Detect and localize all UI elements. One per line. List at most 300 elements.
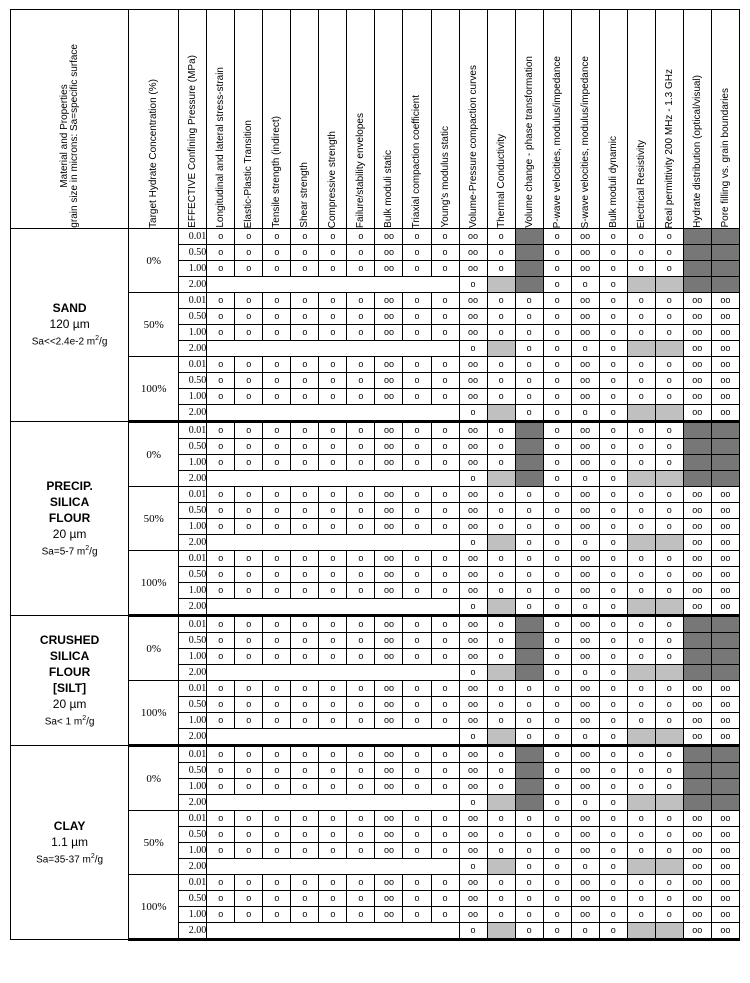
property-cell [711,245,739,261]
property-cell: o [235,439,263,455]
property-cell: oo [571,811,599,827]
property-cell: o [599,827,627,843]
property-cell: o [431,309,459,325]
property-cell: oo [459,811,487,827]
property-cell: o [627,293,655,309]
property-cell: o [235,357,263,373]
property-cell: o [207,519,235,535]
header-property-14-text: S-wave velocities, modulus/impedance [579,55,591,228]
property-cell [655,471,683,487]
pressure-cell: 2.00 [179,923,207,940]
property-cell: o [627,229,655,245]
property-cell: o [655,325,683,341]
property-cell: o [263,763,291,779]
property-cell [431,923,459,940]
property-cell: o [627,633,655,649]
property-cell: o [543,535,571,551]
property-cell [487,665,515,681]
property-cell: o [319,519,347,535]
property-cell: o [319,713,347,729]
property-cell: o [347,229,375,245]
property-cell: o [543,389,571,405]
property-cell: o [515,843,543,859]
property-cell: o [543,245,571,261]
pressure-cell: 1.00 [179,325,207,341]
pressure-cell: 0.01 [179,293,207,309]
property-cell: o [599,763,627,779]
property-cell: o [487,681,515,697]
property-cell: oo [683,309,711,325]
property-cell: o [291,713,319,729]
property-cell: o [627,245,655,261]
property-cell: oo [375,551,403,567]
specific-surface-exponent: 2 [82,714,87,722]
property-cell: o [347,875,375,891]
property-cell [711,277,739,293]
specific-surface-exponent: 2 [95,335,100,343]
property-cell: o [571,405,599,422]
property-cell: o [263,439,291,455]
property-cell: o [235,713,263,729]
property-cell: oo [683,503,711,519]
material-specific-surface [11,712,128,729]
pressure-cell: 2.00 [179,341,207,357]
header-property-8 [403,10,431,229]
property-cell [375,599,403,616]
property-cell [627,729,655,746]
property-cell: oo [571,293,599,309]
property-cell [235,535,263,551]
property-cell: o [599,277,627,293]
property-cell [683,277,711,293]
property-cell: o [515,713,543,729]
property-cell: oo [683,811,711,827]
property-cell: oo [459,229,487,245]
material-grain-size: 20 µm [52,696,87,711]
header-property-17-text: Real permittivity 200 MHz - 1.3 GHz [663,68,675,228]
property-cell: o [655,649,683,665]
specific-surface-exponent: 2 [85,544,90,552]
header-property-1 [207,10,235,229]
property-cell: o [207,891,235,907]
property-cell: o [571,859,599,875]
property-cell: o [291,422,319,439]
property-cell: oo [375,583,403,599]
property-cell: o [627,681,655,697]
property-cell: oo [375,229,403,245]
property-cell: oo [711,487,739,503]
property-cell: o [431,325,459,341]
property-cell: o [207,843,235,859]
property-cell: o [599,487,627,503]
property-cell [291,729,319,746]
property-cell: oo [571,487,599,503]
property-cell [515,665,543,681]
property-cell: oo [375,389,403,405]
property-cell [431,341,459,357]
property-cell [487,599,515,616]
property-cell: o [319,325,347,341]
property-cell [711,763,739,779]
property-cell: o [347,357,375,373]
property-cell: oo [459,422,487,439]
property-cell: o [235,293,263,309]
property-cell: o [319,439,347,455]
property-cell: o [599,341,627,357]
property-cell: o [487,293,515,309]
property-cell: o [599,729,627,746]
property-cell: oo [459,439,487,455]
property-cell: o [655,551,683,567]
property-cell: o [235,843,263,859]
property-cell [207,277,235,293]
property-cell: o [599,633,627,649]
property-cell: o [235,519,263,535]
property-cell: oo [711,357,739,373]
property-cell: oo [711,583,739,599]
property-cell: oo [711,293,739,309]
property-cell: o [543,616,571,633]
property-cell [711,471,739,487]
property-cell: o [403,875,431,891]
property-cell: oo [571,633,599,649]
property-cell [627,859,655,875]
property-cell: o [207,389,235,405]
property-cell: o [291,811,319,827]
property-cell: o [291,519,319,535]
property-cell: o [319,583,347,599]
property-cell: o [207,439,235,455]
property-cell: o [487,763,515,779]
property-cell: o [627,843,655,859]
property-cell: oo [459,697,487,713]
header-property-6-text: Failure/stability envelopes [355,112,367,228]
property-cell [683,795,711,811]
header-property-2 [235,10,263,229]
property-cell [375,665,403,681]
property-cell: o [459,277,487,293]
property-cell: o [235,583,263,599]
property-cell: o [403,422,431,439]
property-cell: oo [683,487,711,503]
property-cell: oo [375,439,403,455]
pressure-cell: 0.50 [179,503,207,519]
property-cell: oo [459,746,487,763]
property-cell: o [571,729,599,746]
property-cell: oo [459,907,487,923]
property-cell [263,795,291,811]
property-cell: o [319,891,347,907]
property-cell: o [319,633,347,649]
property-cell: o [319,763,347,779]
header-pressure-text: EFFECTIVE Confining Pressure (MPa) [187,55,199,228]
property-cell: o [655,309,683,325]
property-cell: o [655,357,683,373]
property-cell [711,649,739,665]
material-name: SAND [52,301,87,316]
property-cell [235,471,263,487]
property-cell [431,405,459,422]
property-cell: o [319,697,347,713]
material-cell [11,229,129,422]
pressure-cell: 0.50 [179,891,207,907]
property-cell [711,746,739,763]
property-cell: o [655,373,683,389]
property-cell [627,341,655,357]
property-cell: o [403,487,431,503]
property-cell: o [543,697,571,713]
property-cell: oo [459,503,487,519]
property-cell: o [403,229,431,245]
table-row [11,746,740,763]
property-cell: o [235,245,263,261]
property-cell: o [543,487,571,503]
header-concentration [129,10,179,229]
property-cell: o [599,616,627,633]
property-cell: oo [683,859,711,875]
property-cell: oo [711,341,739,357]
pressure-cell: 2.00 [179,471,207,487]
property-cell: oo [459,293,487,309]
property-cell: o [403,827,431,843]
property-cell: o [431,713,459,729]
property-cell: o [319,357,347,373]
property-cell: o [487,779,515,795]
property-cell [711,455,739,471]
property-cell: o [207,293,235,309]
pressure-cell: 0.01 [179,616,207,633]
property-cell: o [655,763,683,779]
property-cell: o [627,422,655,439]
property-cell: o [263,455,291,471]
specific-surface-value: Sa=5-7 m [41,546,86,558]
property-cell: o [263,503,291,519]
property-cell: o [627,746,655,763]
property-cell: o [347,503,375,519]
property-cell: oo [571,616,599,633]
specific-surface-value: Sa=35-37 m [36,854,91,866]
property-cell [291,341,319,357]
property-cell: oo [711,923,739,940]
property-cell [515,795,543,811]
property-cell: o [431,843,459,859]
property-cell: oo [711,567,739,583]
property-cell [291,859,319,875]
property-cell: o [263,616,291,633]
property-cell [431,277,459,293]
property-cell: o [543,341,571,357]
property-cell: oo [571,389,599,405]
property-cell: o [655,487,683,503]
property-cell: o [655,827,683,843]
property-cell [207,729,235,746]
property-cell: o [207,325,235,341]
property-cell: o [235,811,263,827]
property-cell: o [431,519,459,535]
property-cell: o [347,827,375,843]
property-cell: o [543,405,571,422]
property-cell: o [543,843,571,859]
property-cell: o [487,245,515,261]
property-cell: oo [711,309,739,325]
property-cell [319,859,347,875]
property-cell: o [431,229,459,245]
property-cell: o [319,551,347,567]
property-cell: o [655,891,683,907]
property-cell: o [431,875,459,891]
property-cell [655,795,683,811]
property-cell: o [347,389,375,405]
property-cell [515,649,543,665]
property-cell: o [459,535,487,551]
property-cell: o [571,341,599,357]
material-name: CLAY [53,818,86,833]
property-cell: o [487,325,515,341]
property-cell: oo [459,616,487,633]
specific-surface-unit: /g [99,336,108,348]
property-cell [487,729,515,746]
specific-surface-value: Sa< 1 m [44,716,83,728]
property-cell: o [235,373,263,389]
property-cell: o [487,439,515,455]
concentration-cell: 50% [129,293,179,357]
property-cell [347,341,375,357]
property-cell: o [487,713,515,729]
property-cell: o [291,763,319,779]
property-cell: o [291,439,319,455]
property-cell: o [347,519,375,535]
property-cell: oo [459,763,487,779]
property-cell: o [543,439,571,455]
property-cell: o [207,583,235,599]
property-cell [711,633,739,649]
concentration-cell: 50% [129,487,179,551]
property-cell: o [207,616,235,633]
property-cell: o [235,681,263,697]
property-cell [487,859,515,875]
property-cell: o [599,811,627,827]
property-cell: oo [683,341,711,357]
property-cell [515,229,543,245]
property-cell [347,535,375,551]
property-cell [347,729,375,746]
property-cell [683,779,711,795]
property-cell [207,471,235,487]
property-cell: o [655,713,683,729]
pressure-cell: 2.00 [179,729,207,746]
property-cell: o [403,843,431,859]
property-cell: o [319,681,347,697]
property-cell: o [319,309,347,325]
property-cell [347,795,375,811]
property-cell: o [515,891,543,907]
pressure-cell: 2.00 [179,665,207,681]
property-cell: o [627,891,655,907]
property-cell: o [627,373,655,389]
property-table [10,9,740,941]
property-cell [207,535,235,551]
header-material-label: Material and Properties [58,84,70,188]
property-cell [263,859,291,875]
property-cell [487,277,515,293]
pressure-cell: 1.00 [179,261,207,277]
property-cell [207,665,235,681]
property-cell: o [403,245,431,261]
property-cell: o [627,649,655,665]
property-cell: o [627,389,655,405]
property-cell: oo [375,503,403,519]
property-cell: o [207,503,235,519]
property-cell: oo [683,583,711,599]
specific-surface-value: Sa<<2.4e-2 m [31,336,96,348]
property-cell: o [263,827,291,843]
property-cell [683,245,711,261]
property-cell: o [627,875,655,891]
property-cell: o [655,567,683,583]
property-cell: oo [459,357,487,373]
specific-surface-unit: /g [94,854,104,866]
header-material-sublabel: grain size in microns: Sa=specific surface [68,44,80,228]
property-cell [683,471,711,487]
property-cell [235,405,263,422]
property-cell: o [543,309,571,325]
pressure-cell: 0.01 [179,875,207,891]
property-cell: o [431,503,459,519]
header-property-18 [683,10,711,229]
property-cell: o [487,583,515,599]
property-cell: oo [711,551,739,567]
property-cell: oo [375,811,403,827]
property-cell [207,341,235,357]
property-cell: oo [375,681,403,697]
property-cell: o [263,567,291,583]
property-cell [515,779,543,795]
property-cell [291,795,319,811]
pressure-cell: 0.50 [179,697,207,713]
property-cell: o [235,487,263,503]
property-cell [235,859,263,875]
material-name: FLOUR [48,664,91,679]
property-cell: o [431,697,459,713]
property-cell: o [599,665,627,681]
material-specific-surface [11,850,128,867]
property-cell: o [235,229,263,245]
property-cell: o [319,503,347,519]
property-cell: o [291,389,319,405]
property-cell [291,923,319,940]
property-cell: o [515,729,543,746]
property-cell [235,923,263,940]
property-cell: o [235,779,263,795]
pressure-cell: 2.00 [179,405,207,422]
property-cell: o [347,261,375,277]
property-cell [403,471,431,487]
property-cell: o [599,713,627,729]
property-cell [683,439,711,455]
property-cell [207,923,235,940]
pressure-cell: 0.50 [179,439,207,455]
pressure-cell: 0.50 [179,827,207,843]
property-cell: o [543,422,571,439]
property-cell: o [459,599,487,616]
property-cell: o [291,633,319,649]
property-cell: o [543,325,571,341]
property-cell: oo [459,325,487,341]
material-cell [11,746,129,940]
property-cell: o [347,567,375,583]
property-cell: oo [683,567,711,583]
pressure-cell: 1.00 [179,843,207,859]
